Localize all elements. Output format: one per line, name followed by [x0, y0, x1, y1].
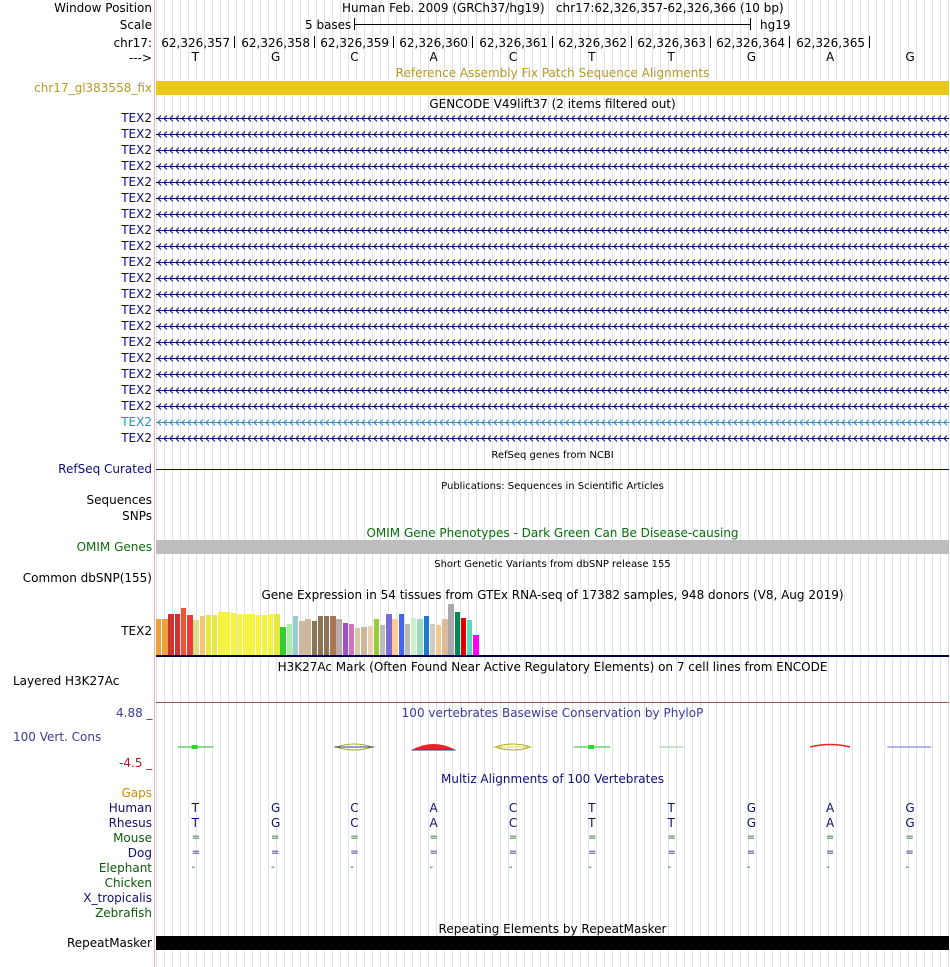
gencode-transcript-label[interactable]: TEX2 — [121, 207, 152, 221]
ruler-position: 62,326,360 — [399, 36, 468, 50]
multiz-base: T — [191, 816, 199, 830]
gencode-transcript-line[interactable] — [156, 162, 949, 171]
gtex-tissue-bar[interactable] — [336, 619, 341, 656]
gtex-tissue-bar[interactable] — [268, 614, 273, 656]
multiz-base: - — [588, 862, 592, 873]
multiz-species-label[interactable]: Rhesus — [108, 816, 152, 830]
multiz-title: Multiz Alignments of 100 Vertebrates — [440, 772, 665, 786]
multiz-base: A — [429, 816, 438, 830]
gtex-tissue-bar[interactable] — [380, 625, 385, 656]
dbsnp-label[interactable]: Common dbSNP(155) — [22, 571, 152, 585]
gencode-transcript-line[interactable] — [156, 194, 949, 203]
gtex-tissue-bar[interactable] — [299, 621, 304, 656]
gtex-tissue-bar[interactable] — [218, 612, 223, 656]
multiz-base: G — [270, 816, 281, 830]
publications-title: Publications: Sequences in Scientific Articles — [441, 481, 664, 492]
ruler-tick — [631, 36, 632, 48]
refseq-label[interactable]: RefSeq Curated — [58, 462, 152, 476]
gtex-tissue-bar[interactable] — [436, 625, 441, 656]
multiz-base: C — [350, 816, 359, 830]
multiz-base: = — [588, 847, 597, 858]
gencode-transcript-label[interactable]: TEX2 — [121, 223, 152, 237]
multiz-base: - — [350, 862, 354, 873]
multiz-base: = — [905, 847, 914, 858]
ruler-tick — [314, 36, 315, 48]
multiz-base: - — [905, 862, 909, 873]
multiz-base: C — [508, 801, 518, 815]
gencode-transcript-label[interactable]: TEX2 — [121, 383, 152, 397]
multiz-base: = — [191, 847, 201, 858]
ruler-tick — [552, 36, 553, 48]
gtex-title: Gene Expression in 54 tissues from GTEx RNA-seq of 17382 samples, 948 donors (V8, Aug 2019) — [261, 588, 844, 602]
gtex-tissue-bar[interactable] — [243, 614, 248, 656]
multiz-base: - — [667, 862, 672, 873]
multiz-base: T — [588, 801, 596, 815]
gencode-transcript-label[interactable]: TEX2 — [121, 303, 152, 317]
gtex-tissue-bar[interactable] — [349, 624, 354, 656]
h3k27ac-title: H3K27Ac Mark (Often Found Near Active Regulatory Elements) on 7 cell lines from ENCODE — [277, 660, 828, 674]
gtex-tissue-bar[interactable] — [343, 623, 348, 656]
gencode-transcript-line[interactable] — [156, 370, 949, 379]
gencode-transcript-line[interactable] — [156, 146, 949, 155]
gencode-transcript-label[interactable]: TEX2 — [121, 127, 152, 141]
gtex-tissue-bar[interactable] — [424, 616, 429, 656]
conservation-min-label: -4.5 _ — [119, 756, 153, 770]
gtex-tissue-bar[interactable] — [193, 620, 198, 656]
gtex-tissue-bar[interactable] — [206, 615, 211, 656]
scale-db: hg19 — [760, 18, 791, 32]
multiz-base: T — [191, 801, 199, 815]
gtex-tissue-bar[interactable] — [324, 616, 329, 656]
gtex-tissue-bar[interactable] — [330, 616, 335, 656]
gtex-tissue-bar[interactable] — [368, 626, 373, 656]
multiz-base: A — [826, 801, 835, 815]
gencode-transcript-label[interactable]: TEX2 — [121, 335, 152, 349]
gencode-transcript-label[interactable]: TEX2 — [121, 399, 152, 413]
gtex-tissue-bar[interactable] — [249, 614, 254, 656]
multiz-gaps-label: Gaps — [121, 786, 152, 800]
base-letter: T — [588, 50, 596, 64]
multiz-base: T — [588, 816, 596, 830]
gtex-tissue-bar[interactable] — [168, 614, 173, 656]
repeatmasker-label[interactable]: RepeatMasker — [66, 936, 152, 950]
multiz-species-label[interactable]: Human — [108, 801, 152, 815]
multiz-base: A — [429, 801, 438, 815]
ruler-tick — [472, 36, 473, 48]
multiz-base: C — [350, 801, 359, 815]
gencode-transcript-label[interactable]: TEX2 — [121, 351, 152, 365]
gencode-title: GENCODE V49lift37 (2 items filtered out) — [429, 97, 676, 111]
gencode-transcript-line[interactable] — [156, 242, 949, 251]
conservation-label[interactable]: 100 Vert. Cons — [13, 730, 102, 744]
ruler-position: 62,326,364 — [716, 36, 785, 50]
h3k27ac-baseline — [156, 702, 949, 703]
ruler-tick — [869, 36, 870, 48]
gtex-tissue-bar[interactable] — [312, 621, 317, 656]
gencode-transcript-label[interactable]: TEX2 — [121, 287, 152, 301]
multiz-base: = — [746, 847, 756, 858]
multiz-base: - — [191, 862, 196, 873]
ruler-position: 62,326,362 — [558, 36, 627, 50]
fix-patch-label[interactable]: chr17_gl383558_fix — [34, 81, 152, 95]
gtex-tissue-bar[interactable] — [386, 614, 391, 656]
publications-label-sequences[interactable]: Sequences — [86, 493, 152, 507]
multiz-base: = — [905, 832, 914, 843]
multiz-base: G — [746, 816, 757, 830]
repeatmasker-bar[interactable] — [156, 936, 949, 950]
ruler-tick — [789, 36, 790, 48]
gtex-tissue-bar[interactable] — [175, 614, 180, 656]
gencode-transcript-label[interactable]: TEX2 — [121, 191, 152, 205]
publications-label-snps[interactable]: SNPs — [122, 509, 152, 523]
multiz-base: T — [667, 816, 675, 830]
ruler-tick — [710, 36, 711, 48]
gtex-tissue-bar[interactable] — [448, 604, 453, 656]
gencode-transcript-line[interactable] — [156, 274, 949, 283]
fix-patch-title: Reference Assembly Fix Patch Sequence Alignments — [395, 66, 710, 80]
multiz-base: = — [270, 847, 280, 858]
dbsnp-title: Short Genetic Variants from dbSNP release 155 — [434, 559, 671, 570]
multiz-base: - — [508, 862, 513, 873]
base-letter: G — [746, 50, 757, 64]
gtex-tissue-bar[interactable] — [405, 624, 410, 656]
base-letter: T — [191, 50, 199, 64]
ruler-position: 62,326,365 — [796, 36, 865, 50]
fix-patch-bar[interactable] — [156, 81, 949, 95]
gtex-tissue-bar[interactable] — [237, 614, 242, 656]
gtex-tissue-bar[interactable] — [162, 619, 167, 656]
multiz-base: = — [429, 832, 438, 843]
base-letter: A — [429, 50, 438, 64]
multiz-base: = — [191, 832, 201, 843]
gtex-tissue-bar[interactable] — [156, 619, 161, 656]
gtex-tissue-bar[interactable] — [374, 619, 379, 656]
multiz-species-label[interactable]: X_tropicalis — [83, 891, 152, 905]
multiz-base: - — [270, 862, 275, 873]
multiz-base: = — [667, 832, 676, 843]
repeatmasker-title: Repeating Elements by RepeatMasker — [438, 922, 667, 936]
gencode-transcript-label[interactable]: TEX2 — [121, 239, 152, 253]
ruler-tick — [234, 36, 235, 48]
gtex-tissue-bar[interactable] — [467, 620, 472, 656]
ruler-position: 62,326,358 — [241, 36, 310, 50]
gtex-tissue-bar[interactable] — [430, 624, 435, 656]
gencode-transcript-label[interactable]: TEX2 — [121, 431, 152, 445]
gencode-transcript-line[interactable] — [156, 226, 949, 235]
base-letter: G — [270, 50, 281, 64]
gtex-tissue-bar[interactable] — [392, 619, 397, 656]
gencode-transcript-label[interactable]: TEX2 — [121, 159, 152, 173]
multiz-base: = — [270, 832, 280, 843]
gencode-transcript-line[interactable] — [156, 418, 949, 427]
h3k27ac-label[interactable]: Layered H3K27Ac — [13, 674, 120, 688]
omim-title: OMIM Gene Phenotypes - Dark Green Can Be Disease-causing — [366, 526, 739, 540]
gtex-tissue-bar[interactable] — [455, 612, 460, 656]
gencode-transcript-line[interactable] — [156, 290, 949, 299]
gtex-label[interactable]: TEX2 — [121, 624, 152, 638]
conservation-max-label: 4.88 _ — [116, 706, 153, 720]
multiz-species-label[interactable]: Zebrafish — [95, 906, 152, 920]
gencode-transcript-line[interactable] — [156, 210, 949, 219]
gtex-tissue-bar[interactable] — [417, 619, 422, 656]
gtex-bar-chart[interactable] — [156, 602, 949, 656]
gtex-tissue-bar[interactable] — [442, 619, 447, 656]
refseq-gene-line[interactable] — [156, 469, 949, 470]
multiz-base: = — [508, 832, 518, 843]
base-letter: C — [350, 50, 359, 64]
multiz-base: = — [588, 832, 597, 843]
gtex-tissue-bar[interactable] — [293, 616, 298, 656]
multiz-base: = — [350, 832, 359, 843]
base-letter: T — [667, 50, 675, 64]
multiz-species-label[interactable]: Dog — [127, 846, 152, 860]
gencode-transcript-label[interactable]: TEX2 — [121, 255, 152, 269]
multiz-species-label[interactable]: Elephant — [98, 861, 152, 875]
gtex-tissue-bar[interactable] — [461, 618, 466, 656]
gtex-tissue-bar[interactable] — [399, 614, 404, 656]
gencode-transcript-line[interactable] — [156, 130, 949, 139]
multiz-base: = — [826, 847, 835, 858]
gtex-tissue-bar[interactable] — [224, 612, 229, 656]
gencode-transcript-label[interactable]: TEX2 — [121, 175, 152, 189]
multiz-base: G — [746, 801, 757, 815]
multiz-base: C — [508, 816, 518, 830]
gencode-transcript-label[interactable]: TEX2 — [121, 319, 152, 333]
multiz-species-label[interactable]: Chicken — [104, 876, 152, 890]
multiz-base: = — [429, 847, 438, 858]
gtex-baseline — [156, 655, 949, 657]
gtex-tissue-bar[interactable] — [274, 614, 279, 656]
gencode-transcript-label[interactable]: TEX2 — [121, 111, 152, 125]
gtex-tissue-bar[interactable] — [200, 616, 205, 656]
gtex-tissue-bar[interactable] — [361, 627, 366, 656]
window-position-label: Window Position — [54, 1, 152, 15]
multiz-base: = — [350, 847, 359, 858]
gencode-transcript-label[interactable]: TEX2 — [121, 415, 152, 429]
omim-label[interactable]: OMIM Genes — [76, 540, 152, 554]
multiz-base: = — [746, 832, 756, 843]
window-position-value: Human Feb. 2009 (GRCh37/hg19) chr17:62,326,357-62,326,366 (10 bp) — [342, 1, 784, 15]
multiz-base: G — [905, 801, 915, 815]
gencode-transcript-line[interactable] — [156, 306, 949, 315]
gtex-tissue-bar[interactable] — [287, 624, 292, 656]
gtex-tissue-bar[interactable] — [262, 615, 267, 656]
ruler-position: 62,326,361 — [479, 36, 548, 50]
gencode-transcript-label[interactable]: TEX2 — [121, 143, 152, 157]
gtex-tissue-bar[interactable] — [473, 635, 478, 656]
multiz-base: A — [826, 816, 835, 830]
base-letter: A — [826, 50, 835, 64]
refseq-title: RefSeq genes from NCBI — [491, 450, 614, 461]
conservation-title: 100 vertebrates Basewise Conservation by PhyloP — [401, 706, 704, 720]
base-letter: C — [508, 50, 518, 64]
gencode-transcript-line[interactable] — [156, 322, 949, 331]
gencode-transcript-line[interactable] — [156, 258, 949, 267]
ruler-tick — [393, 36, 394, 48]
gencode-transcript-label[interactable]: TEX2 — [121, 367, 152, 381]
gtex-tissue-bar[interactable] — [280, 627, 285, 656]
scale-text: 5 bases — [305, 18, 352, 32]
multiz-species-label[interactable]: Mouse — [113, 831, 152, 845]
multiz-base: = — [508, 847, 518, 858]
gtex-tissue-bar[interactable] — [212, 615, 217, 656]
left-margin-line — [154, 0, 155, 967]
gtex-tissue-bar[interactable] — [411, 618, 416, 656]
gencode-transcript-line[interactable] — [156, 354, 949, 363]
scale-bar — [354, 18, 751, 30]
gencode-transcript-label[interactable]: TEX2 — [121, 271, 152, 285]
gencode-transcript-line[interactable] — [156, 402, 949, 411]
ruler-position: 62,326,363 — [637, 36, 706, 50]
gencode-transcript-line[interactable] — [156, 338, 949, 347]
multiz-base: T — [667, 801, 675, 815]
gtex-tissue-bar[interactable] — [305, 619, 310, 656]
multiz-base: - — [746, 862, 751, 873]
chrom-label: chr17: — [113, 36, 152, 50]
multiz-base: - — [826, 862, 830, 873]
gtex-tissue-bar[interactable] — [181, 608, 186, 656]
gtex-tissue-bar[interactable] — [355, 628, 360, 656]
gencode-transcript-line[interactable] — [156, 386, 949, 395]
multiz-base: G — [270, 801, 281, 815]
gencode-transcript-line[interactable] — [156, 178, 949, 187]
omim-bar[interactable] — [156, 540, 949, 554]
gtex-tissue-bar[interactable] — [256, 615, 261, 656]
gtex-tissue-bar[interactable] — [231, 613, 236, 656]
gencode-transcript-line[interactable] — [156, 114, 949, 123]
ruler-position: 62,326,357 — [161, 36, 230, 50]
ruler-position: 62,326,359 — [320, 36, 389, 50]
conservation-plot — [156, 730, 949, 760]
scale-label: Scale — [119, 18, 152, 32]
multiz-base: G — [905, 816, 915, 830]
gencode-transcript-line[interactable] — [156, 434, 949, 443]
multiz-base: = — [826, 832, 835, 843]
strand-label: ---> — [128, 51, 152, 65]
gtex-tissue-bar[interactable] — [187, 615, 192, 656]
gtex-tissue-bar[interactable] — [318, 616, 323, 656]
base-letter: G — [905, 50, 915, 64]
multiz-base: - — [429, 862, 434, 873]
multiz-base: = — [667, 847, 676, 858]
